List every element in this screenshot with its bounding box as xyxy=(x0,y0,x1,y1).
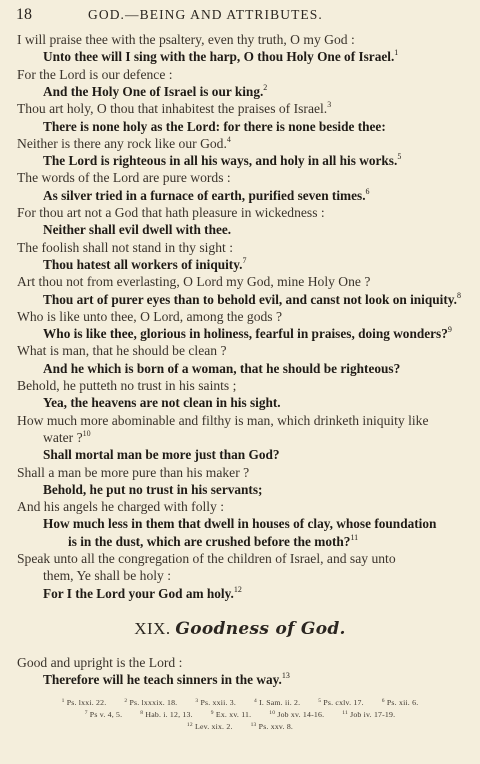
footnote-text: Job xv. 14-16. xyxy=(275,710,325,719)
verse-line xyxy=(43,430,91,446)
footnote-text: Ps. xxv. 8. xyxy=(256,722,294,731)
line-text: Good and upright is the Lord : xyxy=(17,655,183,670)
line-text: I will praise thee with the psaltery, even thy truth, O my God : xyxy=(17,32,355,47)
footnote-number: 12 xyxy=(186,722,193,728)
footnote-number: 1 xyxy=(61,698,65,704)
footnote-marker: 12 xyxy=(233,584,242,594)
footnote-ref xyxy=(187,722,233,731)
line-text: As silver tried in a furnace of earth, purified seven times. xyxy=(43,187,366,203)
line-text: For I the Lord your God am holy. xyxy=(43,585,234,601)
footnote-number: 4 xyxy=(254,698,257,704)
footnote-row xyxy=(0,710,480,719)
footnote-marker: 2 xyxy=(263,82,268,92)
footnote-ref xyxy=(62,698,107,707)
line-text: The Lord is righteous in all his ways, and holy in all his works. xyxy=(43,153,398,169)
verse-line xyxy=(17,240,233,256)
footnote-number: 5 xyxy=(318,698,322,704)
verse-line xyxy=(17,32,355,48)
footnote-text: Ps. lxxxix. 18. xyxy=(127,698,178,707)
verse-line xyxy=(43,568,171,584)
verse-line xyxy=(17,378,236,394)
footnote-ref xyxy=(382,698,419,707)
line-text: them, Ye shall be holy : xyxy=(43,568,172,584)
line-text: is in the dust, which are crushed before the moth? xyxy=(68,533,351,549)
line-text: The words of the Lord are pure words : xyxy=(17,170,231,186)
line-text: Thou art of purer eyes than to behold evil, and canst not look on iniquity. xyxy=(43,291,458,307)
footnote-text: I. Sam. ii. 2. xyxy=(256,698,301,707)
line-text: Behold, he putteth no trust in his saints ; xyxy=(17,378,237,393)
footnote-number: 9 xyxy=(210,710,214,716)
line-text: Shall mortal man be more just than God? xyxy=(43,447,280,463)
section-title: Goodness of God. xyxy=(175,619,346,639)
footnote-row xyxy=(0,722,480,731)
footnote-number: 3 xyxy=(195,698,199,704)
response-line xyxy=(43,188,370,204)
page-number: 18 xyxy=(16,6,32,23)
footnote-ref xyxy=(195,698,236,707)
line-text: Yea, the heavens are not clean in his sight. xyxy=(43,395,281,411)
response-line xyxy=(43,84,267,100)
line-text: For the Lord is our defence : xyxy=(17,66,173,82)
verse-line xyxy=(17,551,396,567)
footnote-marker: 5 xyxy=(397,152,402,162)
footnote-marker: 13 xyxy=(281,671,290,681)
page-header xyxy=(16,6,466,24)
verse-line xyxy=(17,136,231,152)
line-text: Speak unto all the congregation of the children of Israel, and say unto xyxy=(17,551,396,566)
line-text: The foolish shall not stand in thy sight : xyxy=(17,239,233,255)
footnote-number: 10 xyxy=(269,710,276,716)
verse-line xyxy=(17,170,231,186)
response-line xyxy=(43,361,400,377)
response-line xyxy=(68,534,358,550)
response-line xyxy=(43,49,398,65)
line-text: Shall a man be more pure than his maker ? xyxy=(17,464,250,480)
footnote-marker: 9 xyxy=(447,325,452,335)
response-line xyxy=(43,395,281,411)
footnote-number: 7 xyxy=(84,710,88,716)
footnote-marker: 7 xyxy=(242,255,247,265)
footnote-ref xyxy=(318,698,364,707)
verse-line xyxy=(17,274,370,290)
line-text: Neither shall evil dwell with thee. xyxy=(43,222,232,238)
line-text: How much more abominable and filthy is man, which drinketh iniquity like xyxy=(17,412,429,428)
footnote-ref xyxy=(124,698,177,707)
footnote-text: Ps. xxii. 3. xyxy=(198,698,236,707)
footnote-text: Ps. lxxi. 22. xyxy=(64,698,107,707)
footnote-ref xyxy=(254,698,300,707)
verse-line xyxy=(17,499,224,515)
footnote-ref xyxy=(251,722,293,731)
footnote-ref xyxy=(85,710,123,719)
footnote-text: Ex. xv. 11. xyxy=(213,710,252,719)
response-line xyxy=(43,672,290,688)
footnote-marker: 6 xyxy=(365,186,370,196)
response-line xyxy=(43,447,280,463)
verse-line xyxy=(17,343,227,359)
section-number: XIX. xyxy=(134,619,171,638)
footnote-row xyxy=(0,698,480,707)
footnote-marker: 3 xyxy=(327,100,332,110)
footnote-text: Ps. cxlv. 17. xyxy=(321,698,364,707)
verse-line xyxy=(17,465,249,481)
footnote-ref xyxy=(211,710,252,719)
line-text: And his angels he charged with folly : xyxy=(17,499,225,515)
line-text: water ? xyxy=(43,429,83,445)
footnote-number: 13 xyxy=(250,722,257,728)
verse-line xyxy=(17,413,429,429)
response-line xyxy=(43,257,246,273)
footnote-ref xyxy=(140,710,193,719)
line-text: And the Holy One of Israel is our king. xyxy=(43,83,264,99)
response-line xyxy=(43,586,242,602)
line-text: Who is like unto thee, O Lord, among the gods ? xyxy=(17,308,283,324)
footnote-ref xyxy=(269,710,324,719)
verse-line xyxy=(17,101,331,117)
response-line xyxy=(43,153,401,169)
line-text: Who is like thee, glorious in holiness, fearful in praises, doing wonders? xyxy=(43,326,448,342)
line-text: Art thou not from everlasting, O Lord my God, mine Holy One ? xyxy=(17,274,371,290)
footnote-marker: 10 xyxy=(82,428,91,438)
line-text: Thou art holy, O thou that inhabitest the praises of Israel. xyxy=(17,101,328,117)
running-head: GOD.—BEING AND ATTRIBUTES. xyxy=(88,7,323,22)
footnote-marker: 4 xyxy=(226,134,231,144)
line-text: Unto thee will I sing with the harp, O thou Holy One of Israel. xyxy=(43,49,395,65)
line-text: Behold, he put no trust in his servants; xyxy=(43,481,263,497)
line-text: For thou art not a God that hath pleasure in wickedness : xyxy=(17,205,325,220)
response-line xyxy=(43,516,436,532)
line-text: Thou hatest all workers of iniquity. xyxy=(43,256,243,272)
verse-line xyxy=(17,309,282,325)
response-line xyxy=(43,119,386,135)
section-heading xyxy=(0,619,480,639)
footnote-text: Ps v. 4, 5. xyxy=(87,710,123,719)
footnote-ref xyxy=(342,710,395,719)
verse-line xyxy=(17,655,182,671)
line-text: Neither is there any rock like our God. xyxy=(17,135,227,151)
footnote-number: 8 xyxy=(140,710,144,716)
footnote-marker: 1 xyxy=(394,48,399,58)
verse-line xyxy=(17,205,325,221)
response-line xyxy=(43,222,231,238)
footnote-number: 6 xyxy=(381,698,385,704)
footnote-marker: 8 xyxy=(457,290,462,300)
line-text: And he which is born of a woman, that he should be righteous? xyxy=(43,360,401,376)
footnote-number: 2 xyxy=(124,698,128,704)
response-line xyxy=(43,482,262,498)
footnote-number: 11 xyxy=(342,710,348,716)
line-text: How much less in them that dwell in houses of clay, whose foundation xyxy=(43,516,437,532)
line-text: Therefore will he teach sinners in the way. xyxy=(43,672,282,688)
footnote-text: Lev. xix. 2. xyxy=(192,722,233,731)
footnote-text: Ps. xii. 6. xyxy=(384,698,419,707)
footnote-text: Hab. i. 12, 13. xyxy=(143,710,193,719)
footnote-text: Job iv. 17-19. xyxy=(347,710,396,719)
response-line xyxy=(43,326,452,342)
line-text: What is man, that he should be clean ? xyxy=(17,343,227,359)
footnote-marker: 11 xyxy=(350,532,359,542)
line-text: There is none holy as the Lord: for there is none beside thee: xyxy=(43,118,386,134)
response-line xyxy=(43,292,461,308)
verse-line xyxy=(17,67,173,83)
